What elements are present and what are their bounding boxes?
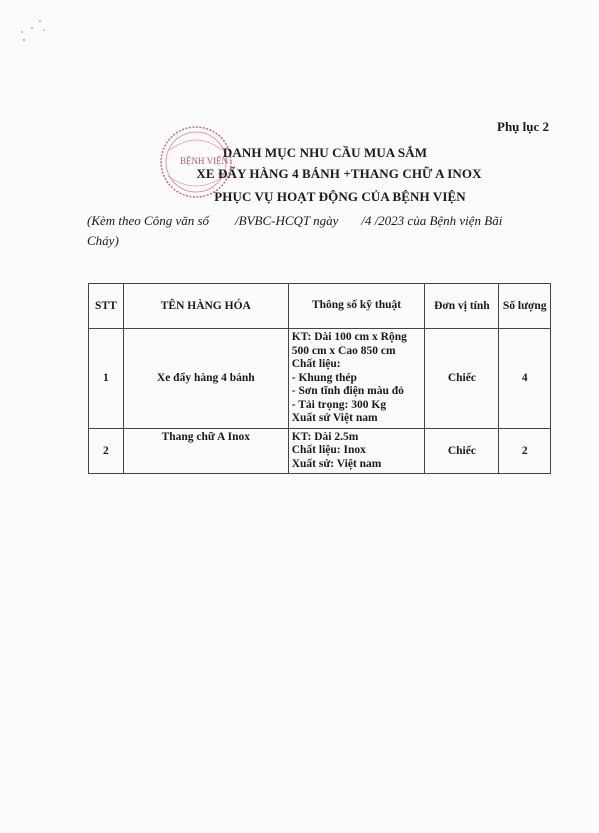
table-header-row: [89, 284, 551, 329]
header-item-name: TÊN HÀNG HÓA: [123, 284, 288, 329]
reference-part-2: /BVBC-HCQT ngày: [235, 213, 339, 228]
spec-line: 500 cm x Cao 850 cm: [291, 344, 396, 357]
appendix-label: Phụ lục 2: [497, 119, 550, 134]
document-title-line-2: XE ĐẨY HÀNG 4 BÁNH +THANG CHỮ A INOX: [196, 166, 482, 181]
header-stt: STT: [89, 284, 124, 329]
spec-line: - Sơn tĩnh điện màu đỏ: [291, 385, 404, 397]
row-specification: [288, 428, 425, 474]
spec-line: - Khung thép: [291, 371, 357, 384]
header-specification: Thông số kỹ thuật: [288, 284, 425, 329]
svg-text:BỆNH VIỆN: BỆNH VIỆN: [180, 156, 229, 166]
row-unit: Chiếc: [425, 329, 499, 429]
header-quantity: Số lượng: [499, 284, 551, 329]
reference-part-4: Cháy): [87, 233, 119, 248]
table-row: [89, 428, 551, 474]
reference-note: [87, 211, 557, 251]
row-quantity: 4: [499, 329, 551, 429]
row-unit: Chiếc: [425, 428, 499, 474]
document-title-line-1: DANH MỤC NHU CẦU MUA SẮM: [222, 145, 428, 160]
spec-line: KT: Dài 100 cm x Rộng: [291, 331, 407, 343]
reference-part-3: /4 /2023 của Bệnh viện Bãi: [361, 213, 503, 228]
row-item-name: Thang chữ A Inox: [123, 428, 288, 474]
row-specification: [288, 329, 425, 429]
row-item-name: Xe đẩy hàng 4 bánh: [123, 329, 288, 429]
spec-line: Chất liệu:: [291, 358, 341, 370]
row-stt: 1: [89, 329, 124, 429]
scan-speck-mark: [18, 18, 52, 44]
spec-line: Chất liệu: Inox: [291, 444, 366, 456]
spec-line: Xuất sứ Việt nam: [291, 412, 378, 424]
document-title-line-3: PHỤC VỤ HOẠT ĐỘNG CỦA BỆNH VIỆN: [214, 189, 466, 204]
spec-line: KT: Dài 2.5m: [291, 430, 359, 443]
procurement-table: [88, 283, 551, 474]
row-quantity: 2: [499, 428, 551, 474]
spec-line: - Tải trọng: 300 Kg: [291, 398, 387, 411]
row-stt: 2: [89, 428, 124, 474]
spec-line: Xuất sứ: Việt nam: [291, 457, 382, 470]
header-unit: Đơn vị tính: [425, 284, 499, 329]
reference-part-1: (Kèm theo Công văn số: [87, 213, 210, 228]
table-row: [89, 329, 551, 429]
